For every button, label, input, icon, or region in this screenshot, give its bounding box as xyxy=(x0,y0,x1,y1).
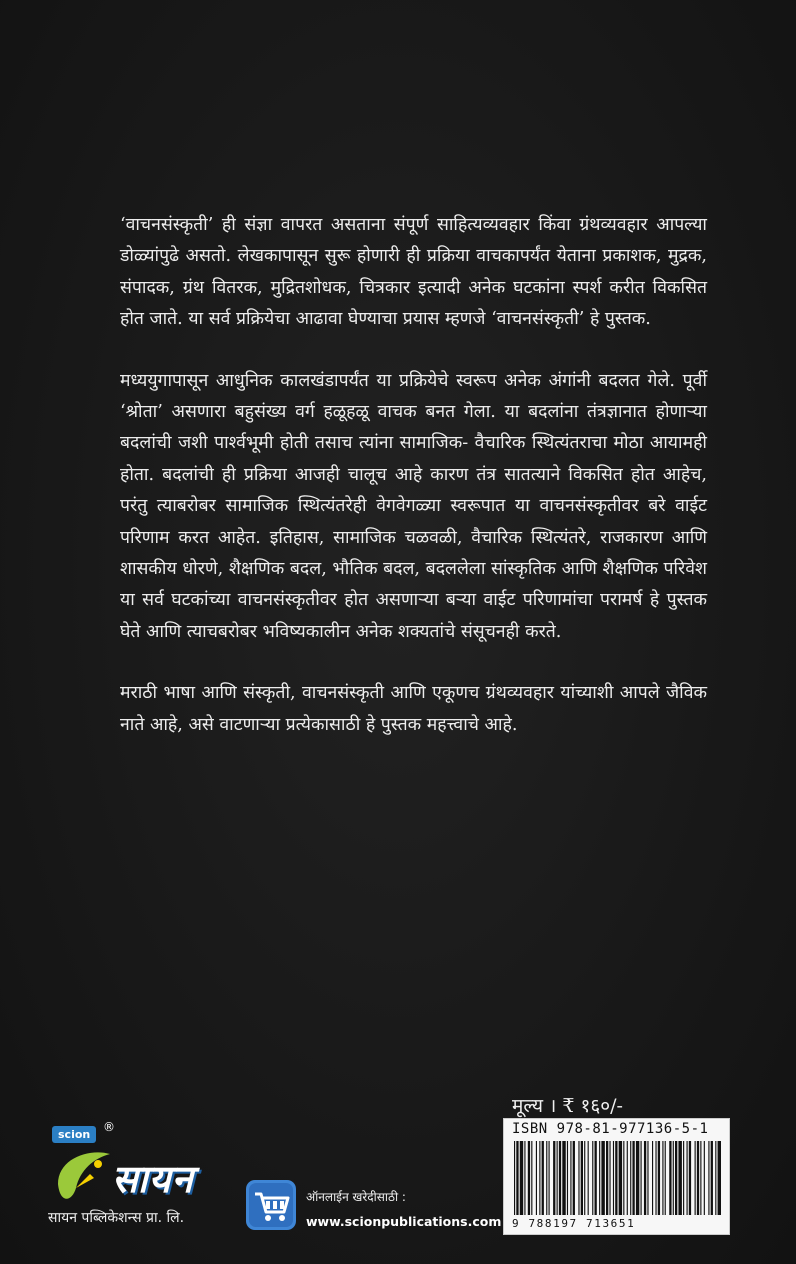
barcode-stripe xyxy=(683,1141,684,1215)
online-purchase xyxy=(246,1180,502,1240)
barcode-stripe xyxy=(546,1141,547,1215)
barcode-stripe xyxy=(524,1141,525,1215)
pen-nib-icon xyxy=(50,1144,116,1208)
publisher-logo xyxy=(48,1120,238,1238)
barcode-digits: 9 788197 713651 xyxy=(512,1217,636,1230)
barcode-stripe xyxy=(623,1141,624,1215)
publisher-badge: scion xyxy=(52,1126,96,1143)
barcode-stripe xyxy=(669,1141,671,1215)
barcode-stripe xyxy=(562,1141,565,1215)
barcode-stripe xyxy=(516,1141,518,1215)
barcode-stripe xyxy=(553,1141,555,1215)
barcode-stripe xyxy=(514,1141,515,1215)
barcode-stripe xyxy=(647,1141,648,1215)
isbn-barcode xyxy=(503,1118,730,1235)
barcode-stripe xyxy=(673,1141,674,1215)
publisher-full-name: सायन पब्लिकेशन्स प्रा. लि. xyxy=(48,1210,185,1226)
barcode-stripe xyxy=(695,1141,696,1215)
barcode-stripe xyxy=(632,1141,634,1215)
barcode-stripe xyxy=(675,1141,677,1215)
barcode-stripe xyxy=(613,1141,614,1215)
barcode-stripe xyxy=(578,1141,579,1215)
publisher-website-link[interactable]: www.scionpublications.com xyxy=(306,1214,502,1229)
price-label: मूल्य । ₹ १६०/- xyxy=(512,1095,623,1117)
barcode-stripe xyxy=(718,1141,721,1215)
barcode-stripe xyxy=(700,1141,701,1215)
barcode-stripe xyxy=(687,1141,688,1215)
barcode-stripe xyxy=(619,1141,622,1215)
barcode-stripe xyxy=(658,1141,660,1215)
barcode-stripe xyxy=(573,1141,575,1215)
barcode-stripe xyxy=(606,1141,608,1215)
barcode-stripe xyxy=(570,1141,571,1215)
barcode-stripe xyxy=(539,1141,540,1215)
barcode-stripe xyxy=(588,1141,589,1215)
barcode-stripe xyxy=(641,1141,642,1215)
barcode-stripe xyxy=(708,1141,709,1215)
barcode-stripe xyxy=(715,1141,716,1215)
barcode-stripe xyxy=(601,1141,604,1215)
registered-mark: ® xyxy=(103,1120,115,1134)
barcode-stripe xyxy=(655,1141,656,1215)
barcode-stripe xyxy=(599,1141,600,1215)
barcode-stripe xyxy=(615,1141,617,1215)
barcode-stripe xyxy=(595,1141,597,1215)
online-purchase-label: ऑनलाईन खरेदीसाठी : xyxy=(306,1190,406,1204)
barcode-stripe xyxy=(711,1141,713,1215)
barcode-stripe xyxy=(531,1141,532,1215)
barcode-stripe xyxy=(549,1141,550,1215)
barcode-stripe xyxy=(636,1141,639,1215)
barcode-stripe xyxy=(652,1141,653,1215)
barcode-stripe xyxy=(630,1141,631,1215)
isbn-text: ISBN 978-81-977136-5-1 xyxy=(512,1121,709,1137)
barcode-stripe xyxy=(697,1141,699,1215)
barcode-bars xyxy=(512,1141,723,1215)
barcode-stripe xyxy=(584,1141,585,1215)
barcode-stripe xyxy=(678,1141,681,1215)
barcode-stripe xyxy=(609,1141,610,1215)
barcode-stripe xyxy=(581,1141,583,1215)
barcode-stripe xyxy=(662,1141,663,1215)
barcode-stripe xyxy=(542,1141,544,1215)
barcode-stripe xyxy=(665,1141,666,1215)
barcode-stripe xyxy=(592,1141,593,1215)
barcode-stripe xyxy=(644,1141,646,1215)
blurb-text xyxy=(120,210,707,771)
blurb-paragraph-3: मराठी भाषा आणि संस्कृती, वाचनसंस्कृती आणि एकूणच ग्रंथव्यवहार यांच्याशी आपले जैविक नाते आहे, असे वाटणाऱ्या प्रत्येकासाठी हे पुस्तक महत्त्वाचे आहे. xyxy=(120,683,707,735)
barcode-stripe xyxy=(627,1141,628,1215)
blurb-paragraph-2: मध्ययुगापासून आधुनिक कालखंडापर्यंत या प्रक्रियेचे स्वरूप अनेक अंगांनी बदलत गेले. पूर्वी ‘श्रोता’ असणारा बहुसंख्य वर्ग हळूहळू वाचक बनत गेला. या बदलांना तंत्रज्ञानात होणाऱ्या बदलांची जशी पार्श्वभूमी होती तसाच त्यांना सामाजिक- वैचारिक स्थित्यंतराचा मोठा आयामही होता. बदलांची ही प्रक्रिया आजही चालूच आहे कारण तंत्र सातत्याने विकसित होत आहेच, परंतु त्याबरोबर सामाजिक स्थित्यंतरेही वेगवेगळ्या स्वरूपात या वाचनसंस्कृतीवर बरे वाईट परिणाम करत आहेत. इतिहास, सामाजिक चळवळी, वैचारिक स्थित्यंतरे, राजकारण आणि शासकीय धोरणे, शैक्षणिक बदल, भौतिक बदल, बदललेला सांस्कृतिक आणि शैक्षणिक परिवेश या सर्व घटकांच्या वाचनसंस्कृतीवर होत असणाऱ्या बऱ्या वाईट परिणामांचा परामर्ष हे पुस्तक घेते आणि त्याचबरोबर भविष्यकालीन अनेक शक्यतांचे संसूचनही करते. xyxy=(120,370,707,642)
shopping-cart-icon xyxy=(246,1180,296,1230)
barcode-stripe xyxy=(559,1141,561,1215)
barcode-stripe xyxy=(528,1141,530,1215)
barcode-stripe xyxy=(689,1141,691,1215)
publisher-name: सायन xyxy=(112,1157,194,1201)
barcode-stripe xyxy=(520,1141,523,1215)
blurb-paragraph-1: ‘वाचनसंस्कृती’ ही संज्ञा वापरत असताना संपूर्ण साहित्यव्यवहार किंवा ग्रंथव्यवहार आपल्या डोळ्यांपुढे असतो. लेखकापासून सुरू होणारी ही प्रक्रिया वाचकापर्यंत येताना प्रकाशक, मुद्रक, संपादक, ग्रंथ वितरक, मुद्रितशोधक, चित्रकार इत्यादी अनेक घटकांना स्पर्श करीत विकसित होत जाते. या सर्व प्रक्रियेचा आढावा घेण्याचा प्रयास म्हणजे ‘वाचनसंस्कृती’ हे पुस्तक. xyxy=(120,215,707,330)
barcode-stripe xyxy=(536,1141,537,1215)
barcode-stripe xyxy=(704,1141,705,1215)
barcode-stripe xyxy=(567,1141,568,1215)
barcode-stripe xyxy=(557,1141,558,1215)
